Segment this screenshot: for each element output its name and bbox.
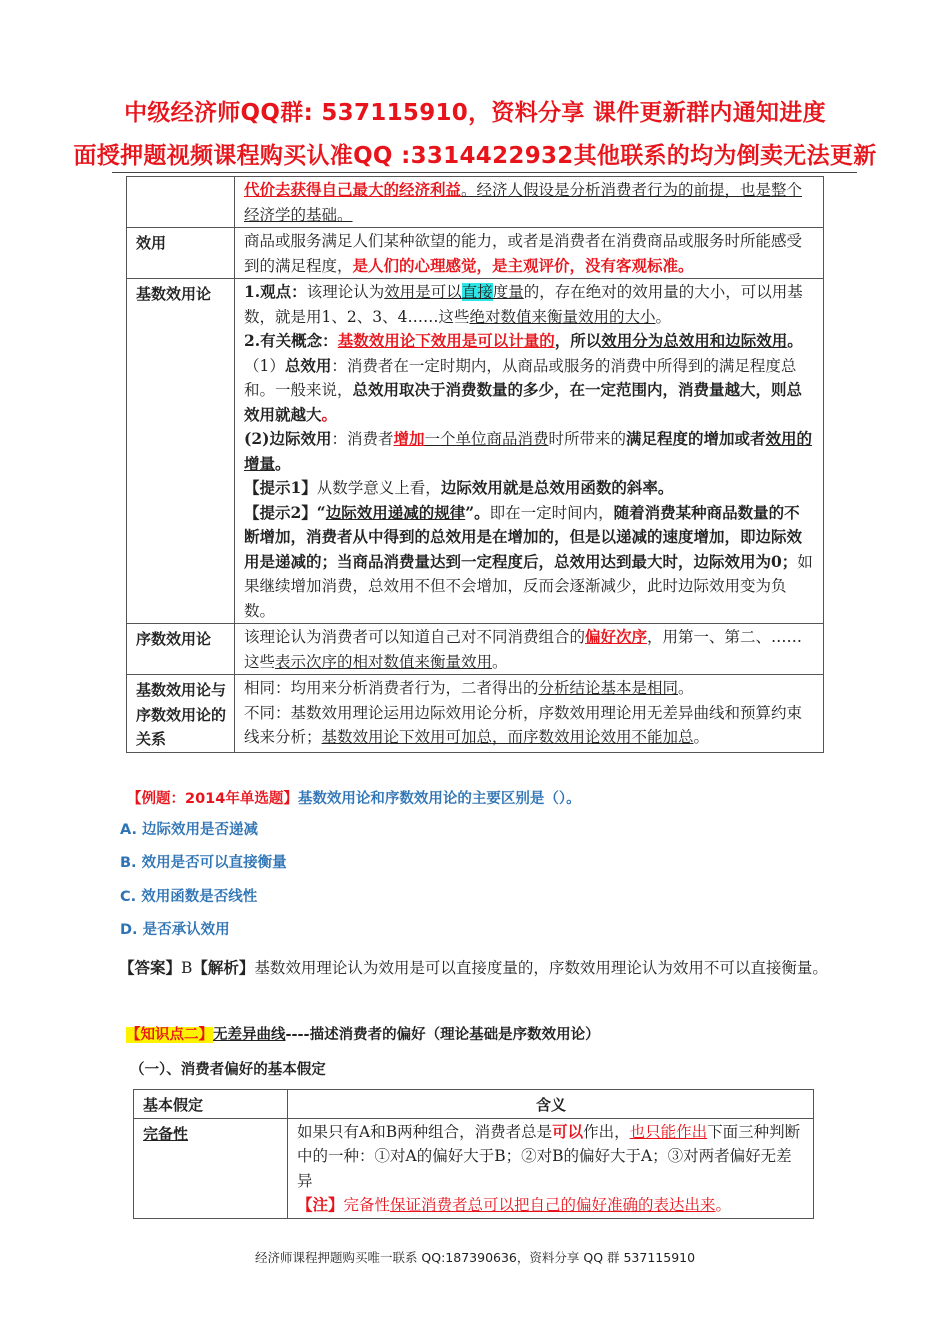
hint-2-para: 【提示2】“边际效用递减的规律”。即在一定时间内，随着消费某种商品数量的不断增加，消费者从中得到的总效用是在增加的，但是以递减的速度增加，即边际效用是递减的；当商品消费量达到一定程度后，总效用达到最大时，边际效用为0；如果继续增加消费，总效用不但不会增加，反而会逐渐减少，此时边际效用变为负数。 <box>244 502 813 620</box>
table-row <box>127 624 824 675</box>
header-line-1: 中级经济师QQ群: 537115910，资料分享 课件更新群内通知进度 <box>124 100 826 126</box>
knowledge-point-heading: 【知识点二】无差异曲线----描述消费者的偏好（理论基础是序数效用论） <box>126 1027 600 1043</box>
row-key-ordinal: 序数效用论 <box>127 624 235 675</box>
table-row <box>127 675 824 753</box>
header-divider <box>112 172 857 173</box>
page-footer: 经济师课程押题购买唯一联系 QQ:187390636，资料分享 QQ 群 537115910 <box>254 1250 696 1265</box>
economic-man-cell: 代价去获得自己最大的经济利益。经济人假设是分析消费者行为的前提，也是整个经济学的基础。 <box>235 177 824 228</box>
option-b: B. 效用是否可以直接衡量 <box>120 855 287 871</box>
row-key-relation: 基数效用论与序数效用论的关系 <box>127 675 235 753</box>
concepts-para: 2.有关概念：基数效用论下效用是可以计量的，所以效用分为总效用和边际效用。 <box>244 331 803 350</box>
example-question: 【例题：2014年单选题】基数效用论和序数效用论的主要区别是（）。 <box>127 791 581 807</box>
header-meaning: 含义 <box>288 1090 814 1119</box>
table-header-row <box>134 1090 814 1119</box>
cardinal-view-para: 1.观点：该理论认为效用是可以直接度量的，存在绝对的效用量的大小，可以用基数，就是用1、2、3、4……这些绝对数值来衡量效用的大小。 <box>244 282 803 326</box>
utility-definition-cell: 商品或服务满足人们某种欲望的能力，或者是消费者在消费商品或服务时所能感受到的满足程度，是人们的心理感觉，是主观评价，没有客观标准。 <box>235 228 824 279</box>
total-utility-para: （1）总效用：消费者在一定时期内，从商品或服务的消费中所得到的满足程度总和。一般来说，总效用取决于消费数量的多少，在一定范围内，消费量越大，则总效用就越大。 <box>244 355 803 424</box>
option-a: A. 边际效用是否递减 <box>120 822 259 838</box>
table-row <box>127 279 824 624</box>
row-key-cardinal: 基数效用论 <box>127 279 235 624</box>
header-line-2: 面授押题视频课程购买认准QQ :3314422932其他联系的均为倒卖无法更新 <box>73 143 877 169</box>
table-row <box>134 1118 814 1218</box>
table-row <box>127 177 824 228</box>
ordinal-utility-cell: 该理论认为消费者可以知道自己对不同消费组合的偏好次序，用第一、第二、……这些表示次序的相对数值来衡量效用。 <box>235 624 824 675</box>
completeness-cell: 如果只有A和B两种组合，消费者总是可以作出，也只能作出下面三种判断中的一种：①对A的偏好大于B；②对B的偏好大于A；③对两者偏好无差异 【注】完备性保证消费者总可以把自己的偏好准确的表达出来。 <box>288 1118 814 1218</box>
utility-theory-table <box>126 176 824 753</box>
completeness-note: 【注】完备性保证消费者总可以把自己的偏好准确的表达出来。 <box>297 1195 732 1214</box>
marginal-utility-para: (2)边际效用：消费者增加一个单位商品消费时所带来的满足程度的增加或者效用的增量。 <box>244 429 813 473</box>
relation-cell: 相同：均用来分析消费者行为，二者得出的分析结论基本是相同。 不同：基数效用理论运用边际效用论分析，序数效用理论用无差异曲线和预算约束线来分析；基数效用论下效用可加总，而序数效用论效用不能加总。 <box>235 675 824 753</box>
preference-assumption-table <box>133 1089 814 1219</box>
header-assumption: 基本假定 <box>134 1090 288 1119</box>
section-heading: （一）、消费者偏好的基本假定 <box>130 1062 326 1078</box>
option-d: D. 是否承认效用 <box>120 922 230 938</box>
hint-1-para: 【提示1】从数学意义上看，边际效用就是总效用函数的斜率。 <box>244 478 674 497</box>
option-c: C. 效用函数是否线性 <box>120 889 258 905</box>
row-key-completeness: 完备性 <box>134 1118 288 1218</box>
row-key-utility: 效用 <box>127 228 235 279</box>
table-row <box>127 228 824 279</box>
answer-analysis: 【答案】B【解析】基数效用理论认为效用是可以直接度量的，序数效用理论认为效用不可以直接衡量。 <box>119 958 828 977</box>
cardinal-utility-cell <box>235 279 824 624</box>
